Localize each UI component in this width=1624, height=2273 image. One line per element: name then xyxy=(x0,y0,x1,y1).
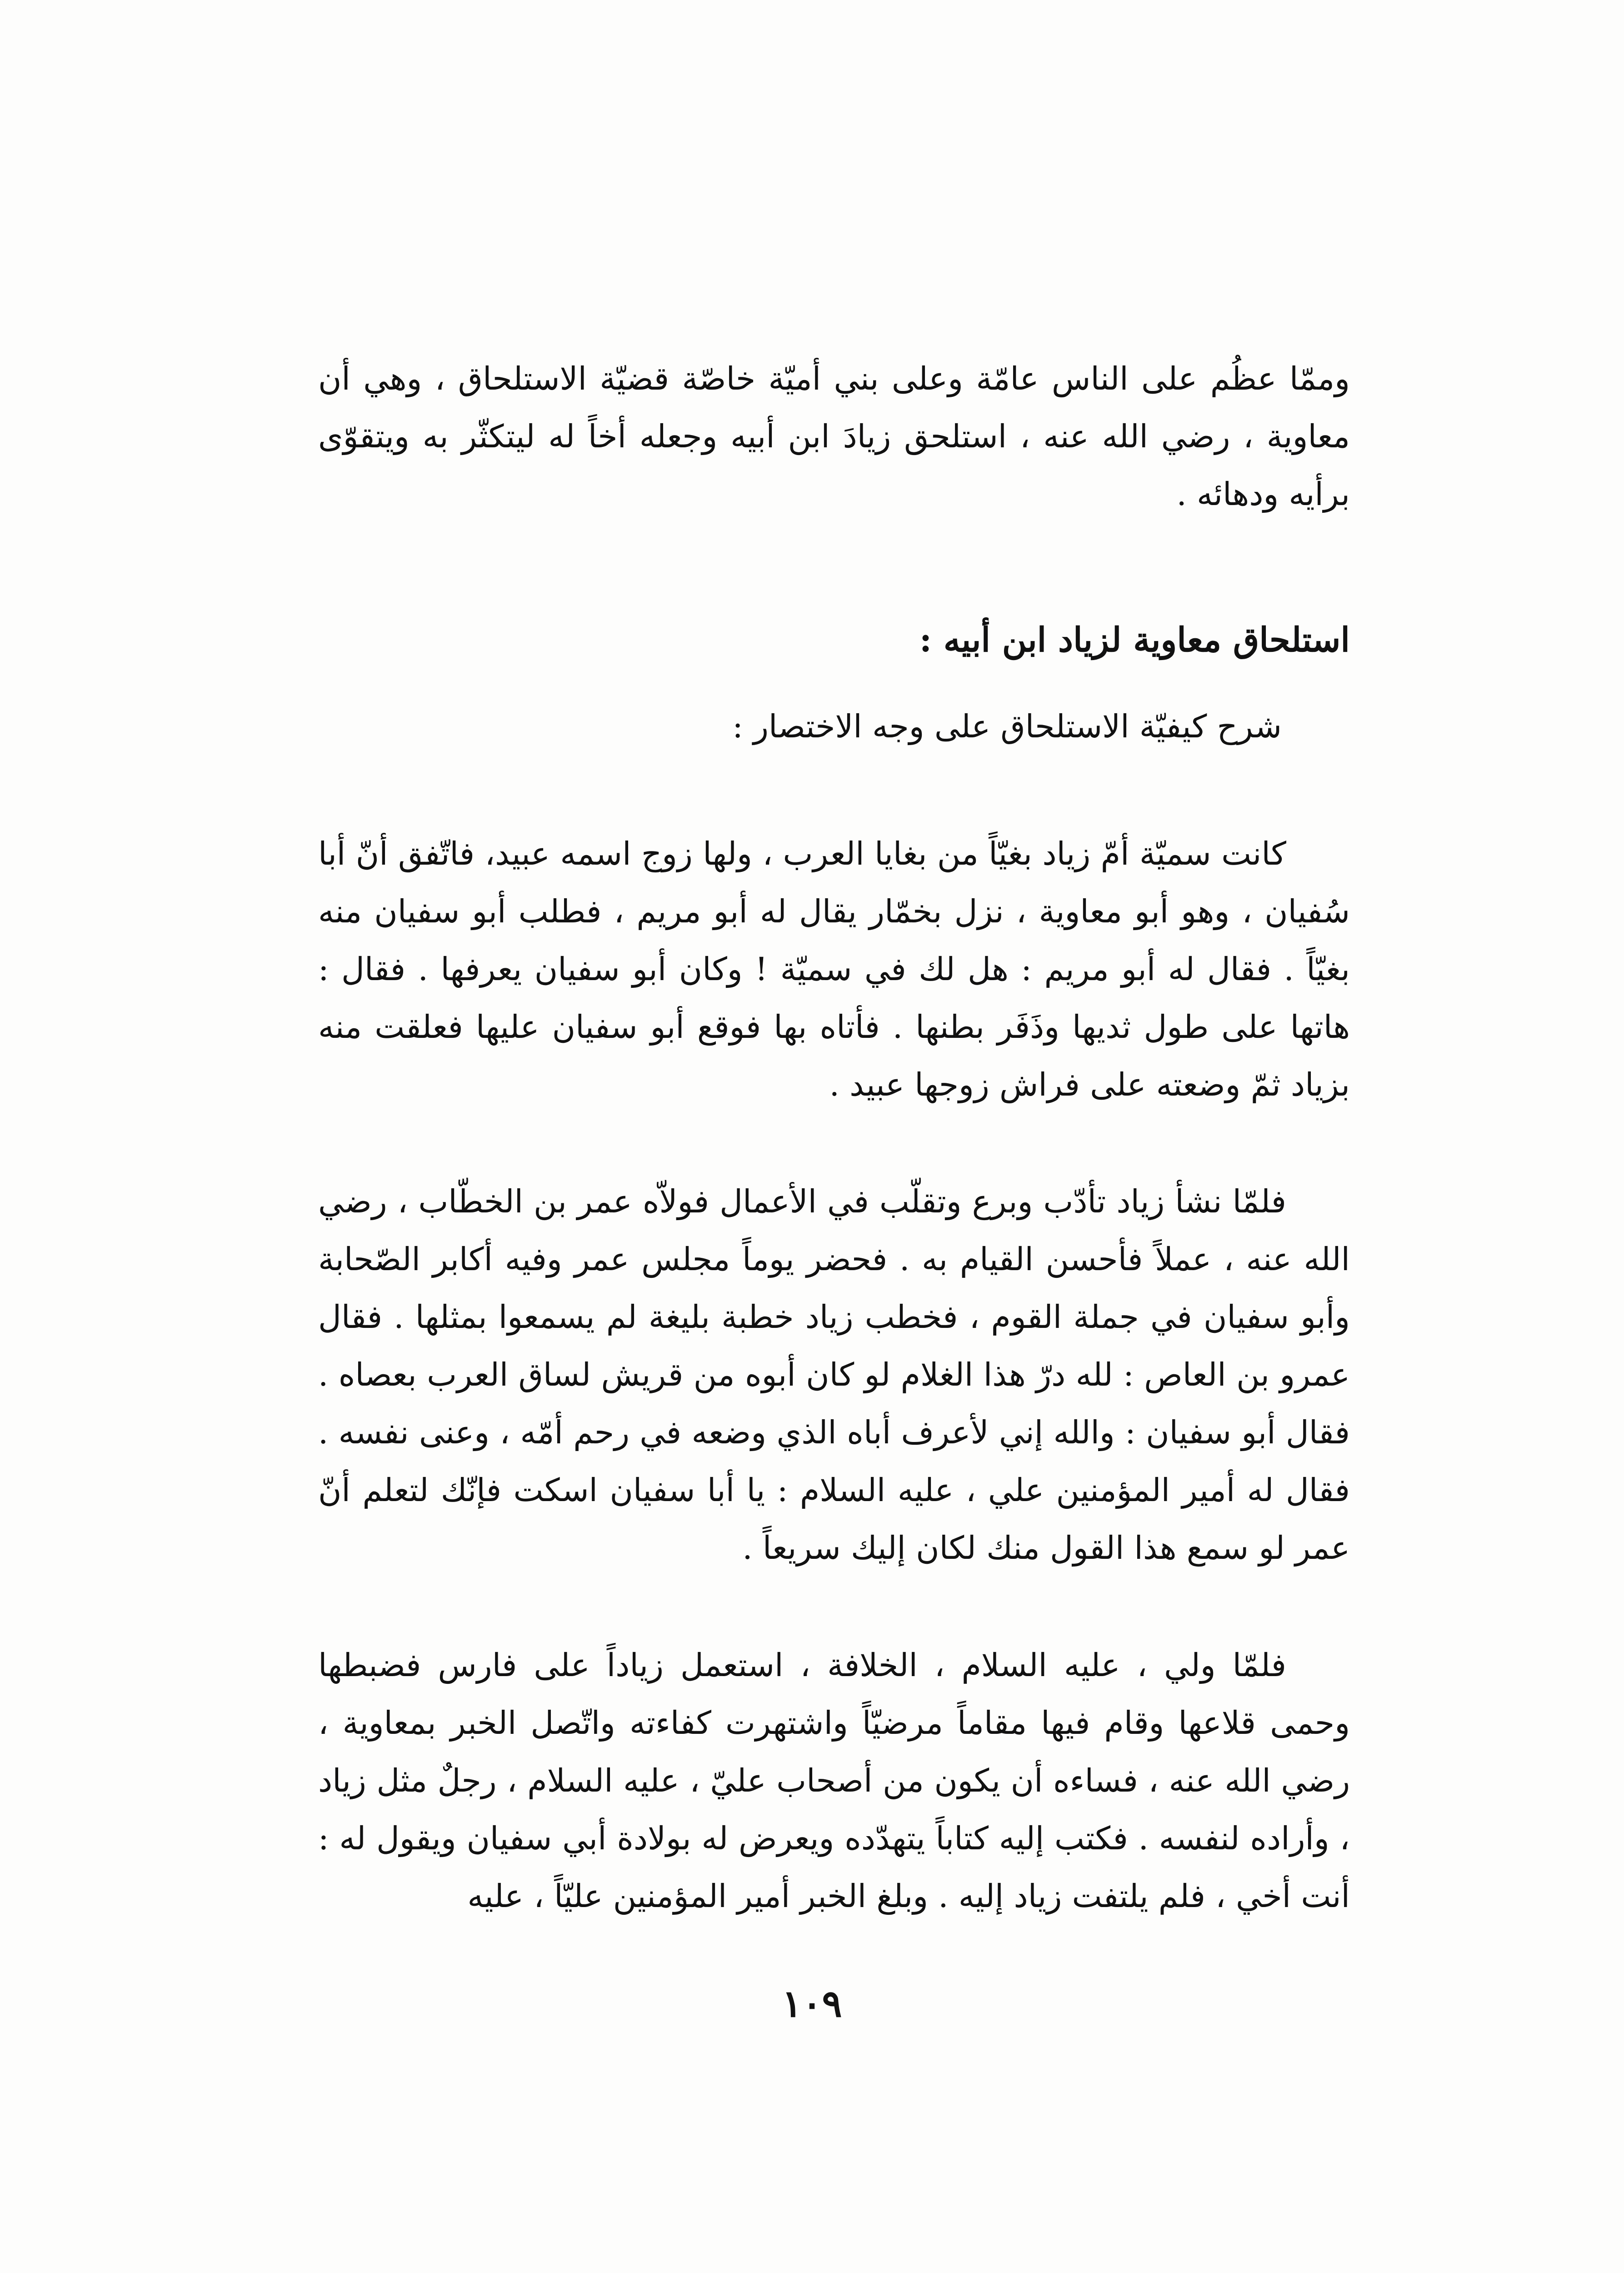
body-paragraph-3: فلمّا ولي ، عليه السلام ، الخلافة ، استعمل زياداً على فارس فضبطها وحمى قلاعها وقام فيها مقاماً مرضيّاً واشتهرت كفاءته واتّصل الخبر بمعاوية ، رضي الله عنه ، فساءه أن يكون من أصحاب عليّ ، عليه السلام ، رجلٌ مثل زياد ، وأراده لنفسه . فكتب إليه كتاباً يتهدّده ويعرض له بولادة أبي سفيان ويقول له : أنت أخي ، فلم يلتفت زياد إليه . وبلغ الخبر أمير المؤمنين عليّاً ، عليه xyxy=(318,1647,1350,1915)
section-heading: استلحاق معاوية لزياد ابن أبيه : xyxy=(919,621,1350,660)
intro-paragraph: وممّا عظُم على الناس عامّة وعلى بني أميّة خاصّة قضيّة الاستلحاق ، وهي أن معاوية ، رضي الله عنه ، استلحق زيادَ ابن أبيه وجعله أخاً له ليتكثّر به ويتقوّى برأيه ودهائه . xyxy=(318,360,1350,513)
section-subheading: شرح كيفيّة الاستلحاق على وجه الاختصار : xyxy=(732,708,1282,745)
page-number: ١٠٩ xyxy=(782,1982,842,2026)
body-paragraph-1: كانت سميّة أمّ زياد بغيّاً من بغايا العرب ، ولها زوج اسمه عبيد، فاتّفق أنّ أبا سُفيان ، وهو أبو معاوية ، نزل بخمّار يقال له أبو مريم ، فطلب أبو سفيان منه بغيّاً . فقال له أبو مريم : هل لك في سميّة ! وكان أبو سفيان يعرفها . فقال : هاتها على طول ثديها وذَفَر بطنها . فأتاه بها فوقع أبو سفيان عليها فعلقت منه بزياد ثمّ وضعته على فراش زوجها عبيد . xyxy=(318,835,1350,1103)
body-paragraph-2: فلمّا نشأ زياد تأدّب وبرع وتقلّب في الأعمال فولاّه عمر بن الخطّاب ، رضي الله عنه ، عملاً فأحسن القيام به . فحضر يوماً مجلس عمر وفيه أكابر الصّحابة وأبو سفيان في جملة القوم ، فخطب زياد خطبة بليغة لم يسمعوا بمثلها . فقال عمرو بن العاص : لله درّ هذا الغلام لو كان أبوه من قريش لساق العرب بعصاه . فقال أبو سفيان : والله إني لأعرف أباه الذي وضعه في رحم أمّه ، وعنى نفسه . فقال له أمير المؤمنين علي ، عليه السلام : يا أبا سفيان اسكت فإنّك لتعلم أنّ عمر لو سمع هذا القول منك لكان إليك سريعاً . xyxy=(318,1183,1350,1567)
